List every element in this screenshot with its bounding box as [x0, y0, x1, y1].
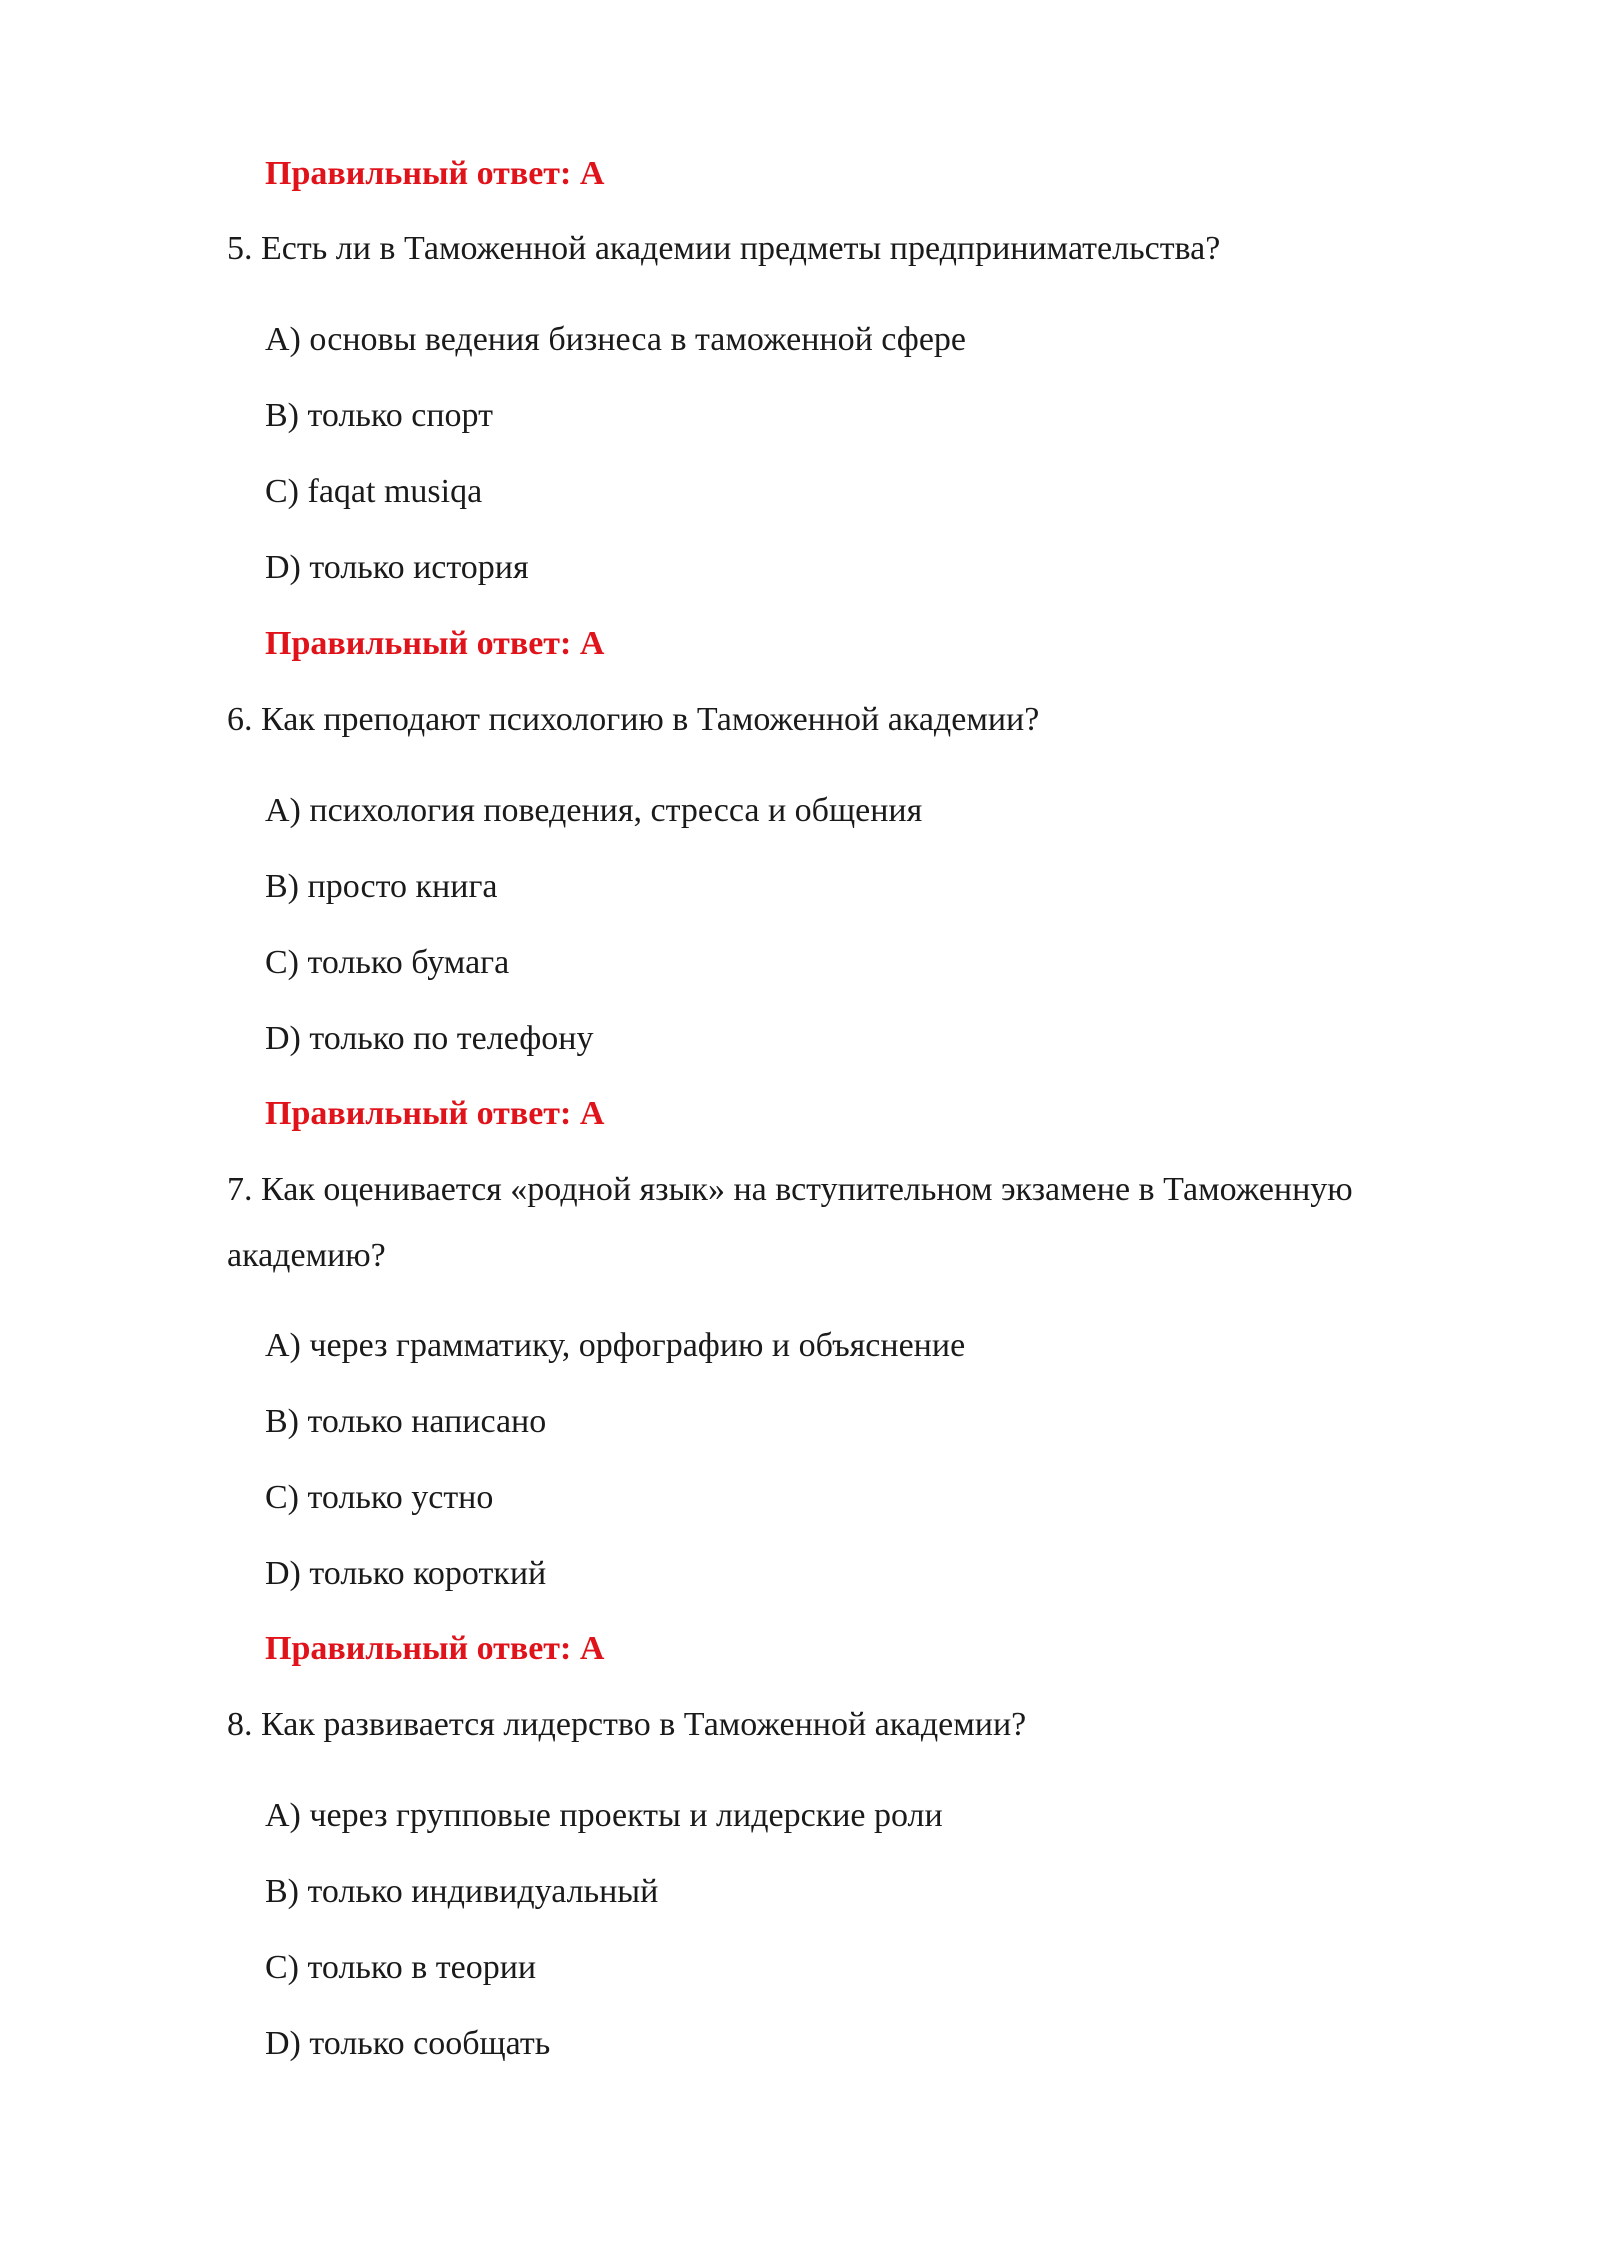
- q7-option-c: C) только устно: [265, 1479, 494, 1516]
- q5-option-a: A) основы ведения бизнеса в таможенной сфере: [265, 321, 967, 358]
- q8-option-d: D) только сообщать: [265, 2025, 551, 2062]
- q8-option-a: A) через групповые проекты и лидерские роли: [265, 1797, 943, 1834]
- q6-option-b: B) просто книга: [265, 868, 498, 905]
- q8-option-c: C) только в теории: [265, 1949, 537, 1986]
- correct-answer-q5: Правильный ответ: A: [265, 625, 605, 662]
- q7-option-b: B) только написано: [265, 1403, 547, 1440]
- q7-option-a: A) через грамматику, орфографию и объяснение: [265, 1327, 966, 1364]
- question-7-line-1: 7. Как оценивается «родной язык» на вступительном экзамене в Таможенную: [227, 1171, 1353, 1208]
- question-5: 5. Есть ли в Таможенной академии предметы предпринимательства?: [227, 230, 1221, 267]
- question-8: 8. Как развивается лидерство в Таможенной академии?: [227, 1706, 1027, 1743]
- question-7-line-2: академию?: [227, 1237, 386, 1274]
- q8-option-b: B) только индивидуальный: [265, 1873, 659, 1910]
- correct-answer-q6: Правильный ответ: A: [265, 1095, 605, 1132]
- q6-option-a: A) психология поведения, стресса и общения: [265, 792, 923, 829]
- correct-answer-q4: Правильный ответ: A: [265, 155, 605, 192]
- q6-option-c: C) только бумага: [265, 944, 510, 981]
- q6-option-d: D) только по телефону: [265, 1020, 594, 1057]
- question-6: 6. Как преподают психологию в Таможенной академии?: [227, 701, 1040, 738]
- correct-answer-q7: Правильный ответ: A: [265, 1630, 605, 1667]
- q5-option-b: B) только спорт: [265, 397, 493, 434]
- q5-option-c: C) faqat musiqa: [265, 473, 483, 510]
- q7-option-d: D) только короткий: [265, 1555, 547, 1592]
- q5-option-d: D) только история: [265, 549, 529, 586]
